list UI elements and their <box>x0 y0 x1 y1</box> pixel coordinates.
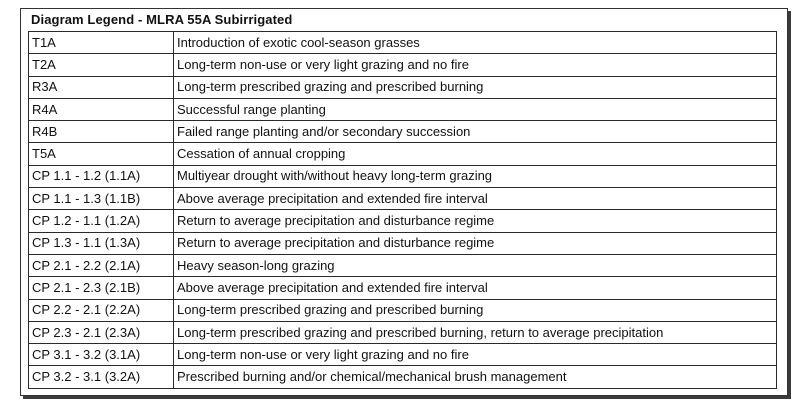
legend-description-cell: Long-term prescribed grazing and prescribed burning, return to average precipitation <box>174 321 777 343</box>
legend-title: Diagram Legend - MLRA 55A Subirrigated <box>31 12 293 27</box>
legend-code-cell: T1A <box>29 32 174 54</box>
legend-description-cell: Long-term prescribed grazing and prescribed burning <box>174 76 777 98</box>
legend-description-cell: Above average precipitation and extended fire interval <box>174 188 777 210</box>
legend-code-cell: R4A <box>29 98 174 120</box>
legend-description-cell: Multiyear drought with/without heavy long-term grazing <box>174 165 777 187</box>
legend-row <box>29 188 777 210</box>
legend-code-cell: CP 2.1 - 2.3 (2.1B) <box>29 277 174 299</box>
legend-row <box>29 98 777 120</box>
legend-code-cell: CP 1.3 - 1.1 (1.3A) <box>29 232 174 254</box>
legend-row <box>29 254 777 276</box>
legend-row <box>29 76 777 98</box>
legend-description-cell: Successful range planting <box>174 98 777 120</box>
legend-code-cell: CP 2.3 - 2.1 (2.3A) <box>29 321 174 343</box>
legend-row <box>29 210 777 232</box>
legend-code-cell: CP 1.1 - 1.2 (1.1A) <box>29 165 174 187</box>
legend-description-cell: Failed range planting and/or secondary succession <box>174 121 777 143</box>
legend-row <box>29 232 777 254</box>
legend-description-cell: Long-term non-use or very light grazing and no fire <box>174 344 777 366</box>
legend-description-cell: Long-term prescribed grazing and prescribed burning <box>174 299 777 321</box>
legend-row <box>29 54 777 76</box>
legend-table-body <box>29 32 777 389</box>
legend-row <box>29 143 777 165</box>
legend-code-cell: CP 1.2 - 1.1 (1.2A) <box>29 210 174 232</box>
legend-row <box>29 344 777 366</box>
legend-description-cell: Above average precipitation and extended fire interval <box>174 277 777 299</box>
legend-description-cell: Heavy season-long grazing <box>174 254 777 276</box>
legend-description-cell: Introduction of exotic cool-season grasses <box>174 32 777 54</box>
legend-table <box>28 31 777 389</box>
legend-code-cell: CP 3.1 - 3.2 (3.1A) <box>29 344 174 366</box>
legend-description-cell: Long-term non-use or very light grazing and no fire <box>174 54 777 76</box>
legend-code-cell: T2A <box>29 54 174 76</box>
legend-description-cell: Cessation of annual cropping <box>174 143 777 165</box>
legend-description-cell: Return to average precipitation and disturbance regime <box>174 232 777 254</box>
legend-row <box>29 277 777 299</box>
legend-code-cell: CP 1.1 - 1.3 (1.1B) <box>29 188 174 210</box>
legend-code-cell: CP 2.1 - 2.2 (2.1A) <box>29 254 174 276</box>
legend-description-cell: Prescribed burning and/or chemical/mechanical brush management <box>174 366 777 388</box>
legend-description-cell: Return to average precipitation and disturbance regime <box>174 210 777 232</box>
legend-row <box>29 299 777 321</box>
legend-code-cell: T5A <box>29 143 174 165</box>
legend-row <box>29 165 777 187</box>
diagram-legend <box>20 8 788 396</box>
legend-row <box>29 32 777 54</box>
legend-code-cell: CP 2.2 - 2.1 (2.2A) <box>29 299 174 321</box>
legend-row <box>29 121 777 143</box>
legend-code-cell: CP 3.2 - 3.1 (3.2A) <box>29 366 174 388</box>
legend-row <box>29 321 777 343</box>
legend-code-cell: R4B <box>29 121 174 143</box>
legend-row <box>29 366 777 388</box>
legend-code-cell: R3A <box>29 76 174 98</box>
